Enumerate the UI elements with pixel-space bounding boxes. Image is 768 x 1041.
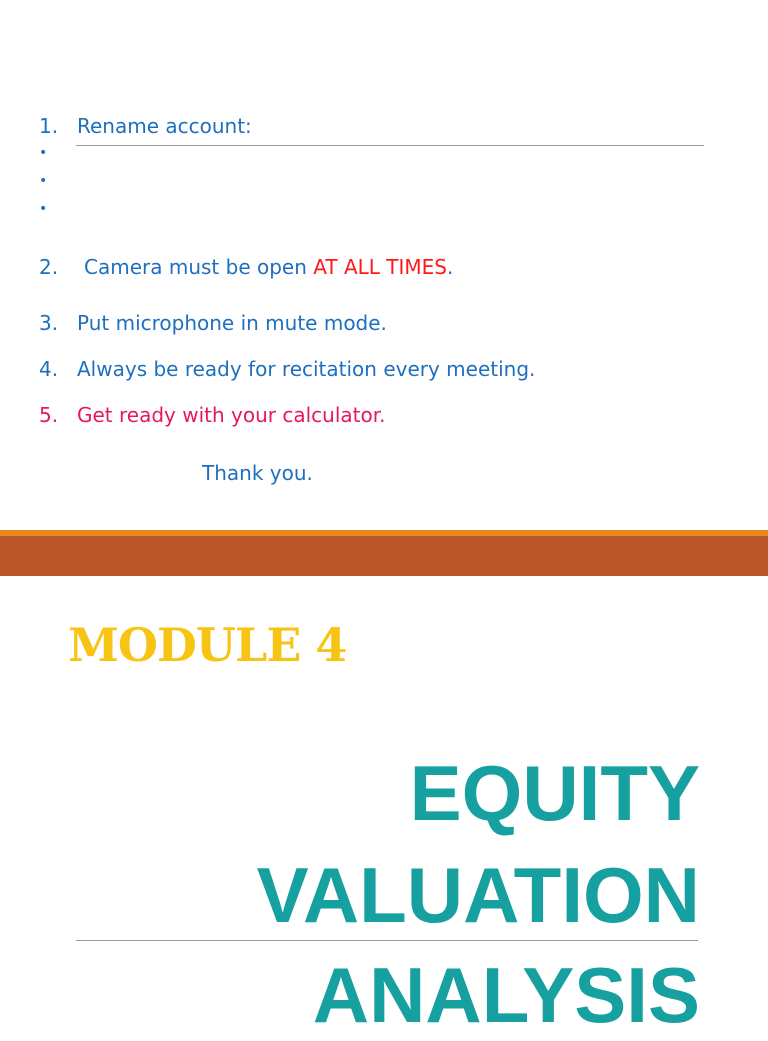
item-text: Put microphone in mute mode. [77,311,387,335]
item-recitation [39,357,535,381]
emphasis-text: AT ALL TIMES [313,255,447,279]
item-tail: . [446,255,454,279]
item-text: Always be ready for recitation every meeting. [77,357,536,381]
bullet-point: • [39,145,48,161]
title-slide [0,576,768,1039]
item-number: 5. [39,403,59,427]
module-heading: MODULE 4 [68,618,347,672]
title-line-equity: EQUITY [409,749,700,837]
item-microphone [39,311,387,335]
title-line-analysis: ANALYSIS [312,951,700,1039]
title-divider-line [76,940,698,941]
bullet-point: • [39,201,48,217]
item-text: Camera must be open [84,255,314,279]
item-calculator [39,403,385,427]
item-number: 4. [39,357,59,381]
item-text: Get ready with your calculator. [77,403,386,427]
item-rename-account [39,114,252,138]
item-camera [39,255,453,279]
item-text: Rename account: [77,114,252,138]
thank-you-text: Thank you. [202,461,313,485]
bullet-point: • [39,173,48,189]
brown-divider-band [0,536,768,576]
item-number: 2. [39,255,59,279]
title-line-valuation: VALUATION [256,851,700,939]
item-number: 1. [39,114,59,138]
item-number: 3. [39,311,59,335]
divider-line [76,145,704,146]
